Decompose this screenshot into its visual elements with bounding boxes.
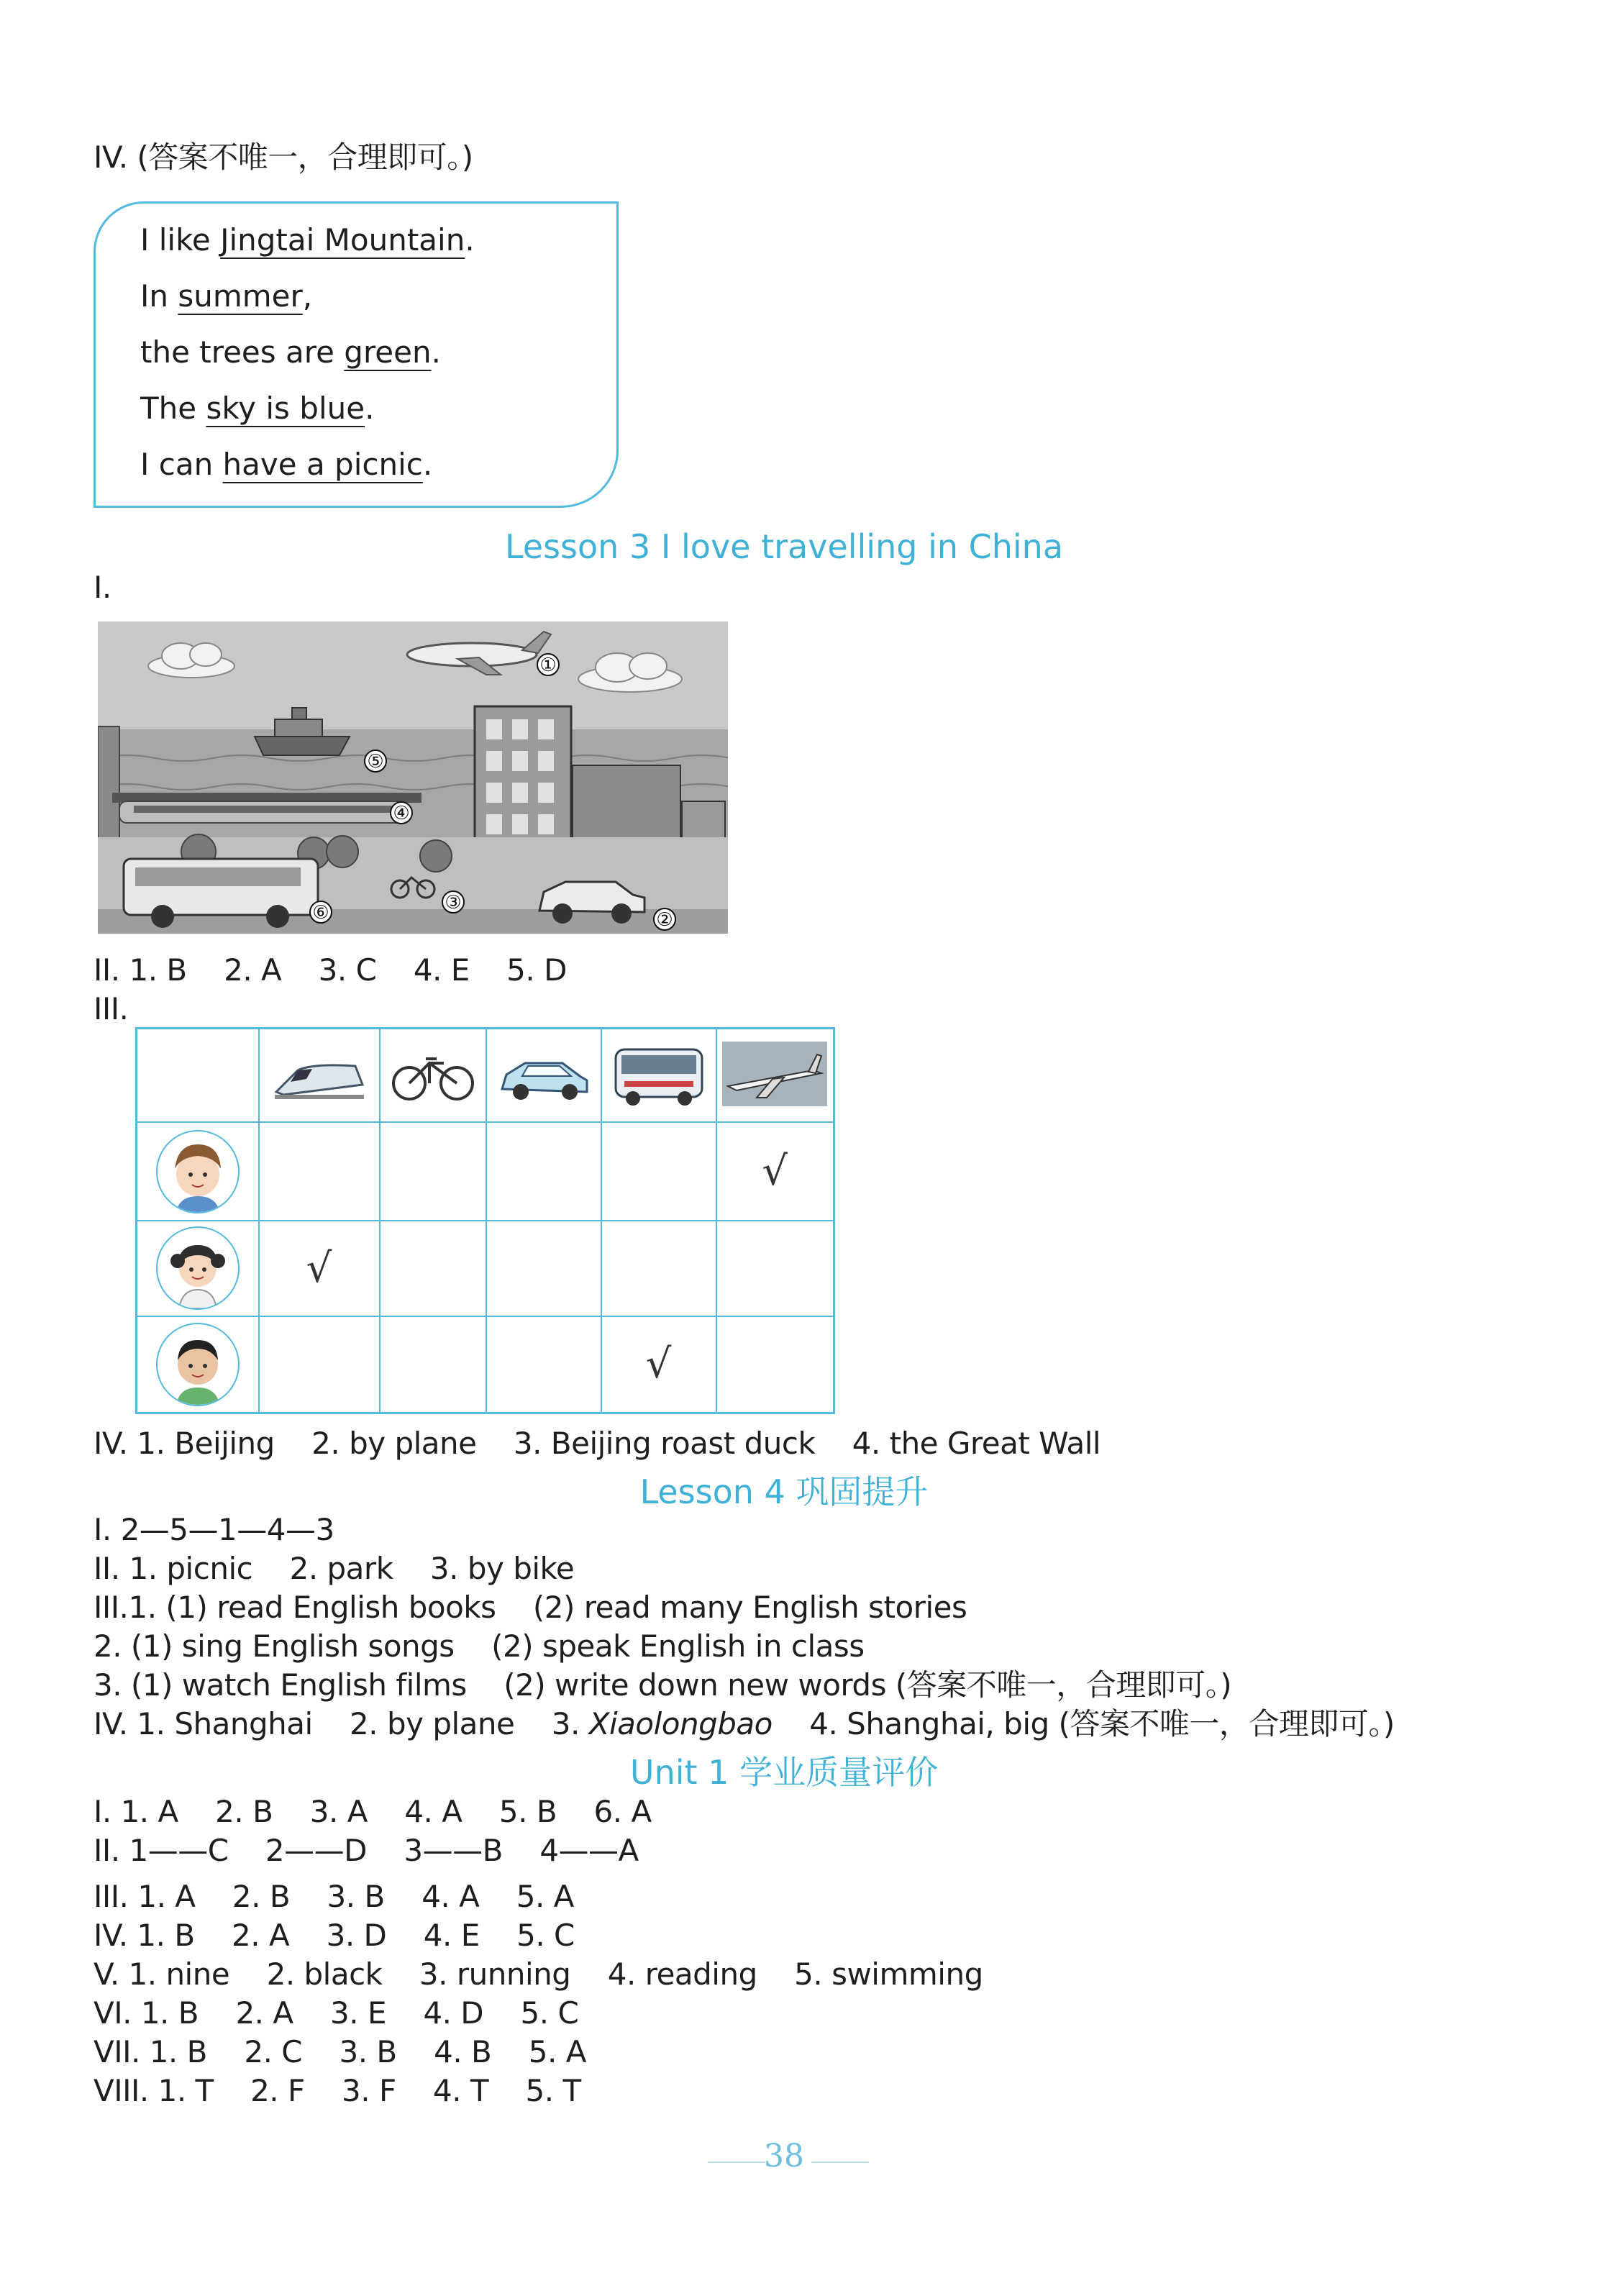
tick-cell xyxy=(259,1221,380,1316)
svg-text:②: ② xyxy=(656,909,673,931)
tick-cell xyxy=(486,1122,601,1221)
lesson4-title: Lesson 4 巩固提升 xyxy=(639,1472,929,1511)
tick-cell xyxy=(380,1316,486,1413)
transport-tick-table xyxy=(135,1027,835,1414)
tick-cell xyxy=(601,1316,716,1413)
poem-answer: have a picnic xyxy=(222,447,423,482)
unit1-line: V. 1. nine 2. black 3. running 4. reading 5. swimming xyxy=(94,1956,983,1992)
poem-line: the trees are green. xyxy=(140,334,441,370)
unit1-line: VI. 1. B 2. A 3. E 4. D 5. C xyxy=(94,1995,579,2031)
boy-avatar-2 xyxy=(156,1323,240,1406)
table-row xyxy=(137,1316,834,1413)
tick-mark: √ xyxy=(762,1148,788,1195)
bus-icon xyxy=(601,1029,716,1123)
unit1-line: II. 1——C 2——D 3——B 4——A xyxy=(94,1833,639,1868)
lesson4-line: 2. (1) sing English songs (2) speak English in class xyxy=(94,1628,865,1664)
lesson4-line: 3. (1) watch English films (2) write down new words (答案不唯一，合理即可。) xyxy=(94,1667,1232,1703)
section-iv-header: IV. (答案不唯一，合理即可。) xyxy=(94,140,473,175)
table-row xyxy=(137,1122,834,1221)
lesson3-part2: II. 1. B 2. A 3. C 4. E 5. D xyxy=(94,952,567,988)
tick-cell xyxy=(601,1221,716,1316)
italic-answer: Xiaolongbao xyxy=(588,1706,773,1741)
svg-text:⑤: ⑤ xyxy=(367,751,384,773)
lesson3-part3-label: III. xyxy=(94,991,129,1026)
high-speed-train-icon xyxy=(259,1029,380,1123)
tick-cell xyxy=(380,1122,486,1221)
train-icon xyxy=(119,801,410,824)
tick-cell xyxy=(716,1122,834,1221)
poem-answer: summer xyxy=(178,278,303,314)
svg-text:⑥: ⑥ xyxy=(312,902,329,924)
lesson3-part1-label: I. xyxy=(94,570,111,605)
svg-text:①: ① xyxy=(539,655,557,676)
car-icon xyxy=(486,1029,601,1123)
tick-cell xyxy=(259,1122,380,1221)
tick-cell xyxy=(380,1221,486,1316)
airplane-icon xyxy=(716,1029,834,1123)
unit1-line: III. 1. A 2. B 3. B 4. A 5. A xyxy=(94,1879,574,1914)
lesson3-title: Lesson 3 I love travelling in China xyxy=(504,527,1064,566)
lesson3-part4: IV. 1. Beijing 2. by plane 3. Beijing roast duck 4. the Great Wall xyxy=(94,1426,1101,1461)
lesson4-line: III.1. (1) read English books (2) read many English stories xyxy=(94,1590,967,1625)
table-row xyxy=(137,1221,834,1316)
svg-text:③: ③ xyxy=(445,892,462,914)
city-scene-image xyxy=(98,621,728,934)
lesson4-line: IV. 1. Shanghai 2. by plane 3. Xiaolongbao 4. Shanghai, big (答案不唯一，合理即可。) xyxy=(94,1706,1395,1741)
poem-line: The sky is blue. xyxy=(140,391,375,426)
tick-mark: √ xyxy=(645,1341,672,1388)
poem-line: I like Jingtai Mountain. xyxy=(140,222,475,258)
unit1-line: VIII. 1. T 2. F 3. F 4. T 5. T xyxy=(94,2073,581,2108)
tick-cell xyxy=(601,1122,716,1221)
poem-answer: green xyxy=(344,334,432,370)
poem-line: I can have a picnic. xyxy=(140,447,433,482)
poem-answer: Jingtai Mountain xyxy=(220,222,465,258)
tick-cell xyxy=(259,1316,380,1413)
girl-avatar xyxy=(156,1226,240,1310)
lesson4-line: II. 1. picnic 2. park 3. by bike xyxy=(94,1551,575,1586)
table-header-row xyxy=(137,1029,834,1123)
tick-cell xyxy=(486,1221,601,1316)
tick-mark: √ xyxy=(306,1244,332,1292)
unit1-line: IV. 1. B 2. A 3. D 4. E 5. C xyxy=(94,1918,575,1953)
tick-cell xyxy=(486,1316,601,1413)
bicycle-icon xyxy=(380,1029,486,1123)
lesson4-line: I. 2—5—1—4—3 xyxy=(94,1512,334,1547)
poem-answer: sky is blue xyxy=(206,391,365,426)
unit1-title: Unit 1 学业质量评价 xyxy=(629,1753,939,1792)
poem-line: In summer, xyxy=(140,278,313,314)
unit1-line: VII. 1. B 2. C 3. B 4. B 5. A xyxy=(94,2034,586,2069)
tick-cell xyxy=(716,1221,834,1316)
unit1-line: I. 1. A 2. B 3. A 4. A 5. B 6. A xyxy=(94,1794,652,1829)
page-number: 38 xyxy=(764,2138,804,2174)
poem-box xyxy=(94,201,619,508)
boy-avatar xyxy=(156,1130,240,1213)
svg-text:④: ④ xyxy=(393,803,410,824)
tick-cell xyxy=(716,1316,834,1413)
